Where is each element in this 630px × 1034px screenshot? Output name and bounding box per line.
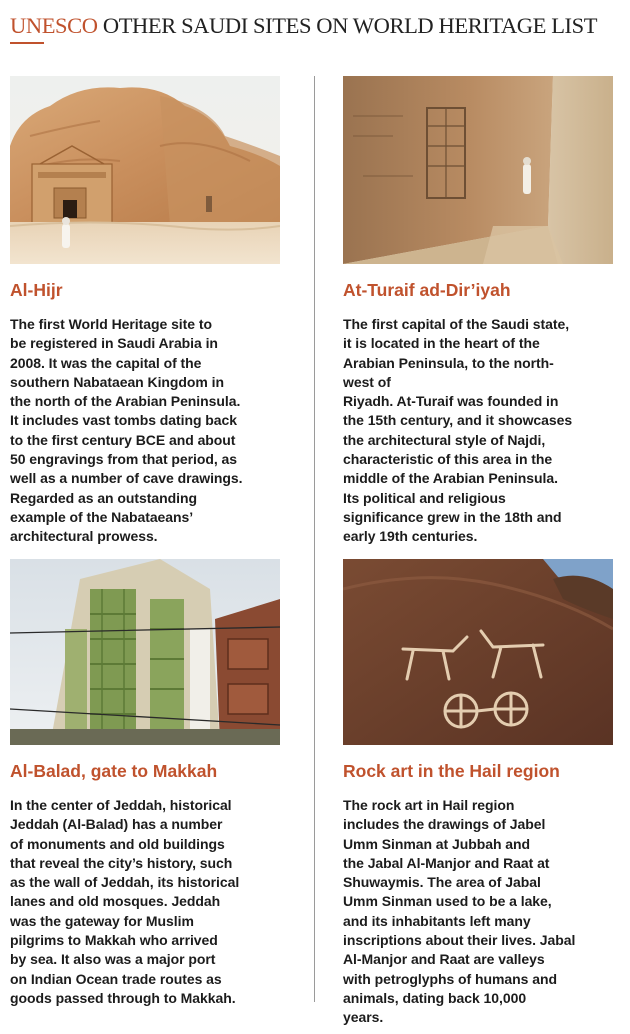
site-title: Rock art in the Hail region: [343, 761, 560, 781]
site-description: The rock art in Hail region includes the drawings of Jabel Umm Sinman at Jubbah and the Jabal Al-Manjor and Raat at Shuwaymis. The area of Jabal Umm Sinman used to be a lake, and its inhabitants left many inscriptions about their lives. Jabal Al-Manjor and Raat are valleys with petroglyphs of humans and animals, dating back 10,000 years.: [343, 797, 576, 1026]
column-divider: [314, 76, 315, 1002]
historic-building-photo: [10, 559, 280, 745]
header-title: OTHER SAUDI SITES ON WORLD HERITAGE LIST: [97, 13, 598, 38]
page-header: [10, 12, 624, 40]
petroglyph-photo: [343, 559, 613, 745]
site-description: The first capital of the Saudi state, it is located in the heart of the Arabian Peninsula, to the north- west of Riyadh. At-Turaif was founded in the 15th century, and it showcases the architectural style of Najdi, characteristic of this area in the middle of the Arabian Peninsula. Its political and religious significance grew in the 18th and early 19th centuries.: [343, 316, 573, 545]
site-title: Al-Balad, gate to Makkah: [10, 761, 218, 781]
rock-tomb-photo: [10, 76, 280, 264]
header-rule: [10, 42, 44, 44]
header-accent: UNESCO: [10, 13, 98, 38]
site-description: In the center of Jeddah, historical Jeddah (Al-Balad) has a number of monuments and old buildings that reveal the city’s history, such as the wall of Jeddah, its historical lanes and old mosques. Jeddah was the gateway for Muslim pilgrims to Makkah who arrived by sea. It also was a major port on Indian Ocean trade routes as goods passed through to Makkah.: [10, 797, 240, 1006]
site-card-al-hijr: [10, 76, 282, 547]
site-card-rock-art: [343, 559, 615, 1028]
site-card-al-balad: [10, 559, 282, 1008]
site-card-at-turaif: [343, 76, 615, 547]
site-title: Al-Hijr: [10, 280, 63, 300]
site-title: At-Turaif ad-Dir’iyah: [343, 280, 511, 300]
site-description: The first World Heritage site to be registered in Saudi Arabia in 2008. It was the capital of the southern Nabataean Kingdom in the north of the Arabian Peninsula. It includes vast tombs dating back to the first century BCE and about 50 engravings from that period, as well as a number of cave drawings. Regarded as an outstanding example of the Nabataeans’ architectural prowess.: [10, 316, 243, 545]
mud-brick-alley-photo: [343, 76, 613, 264]
